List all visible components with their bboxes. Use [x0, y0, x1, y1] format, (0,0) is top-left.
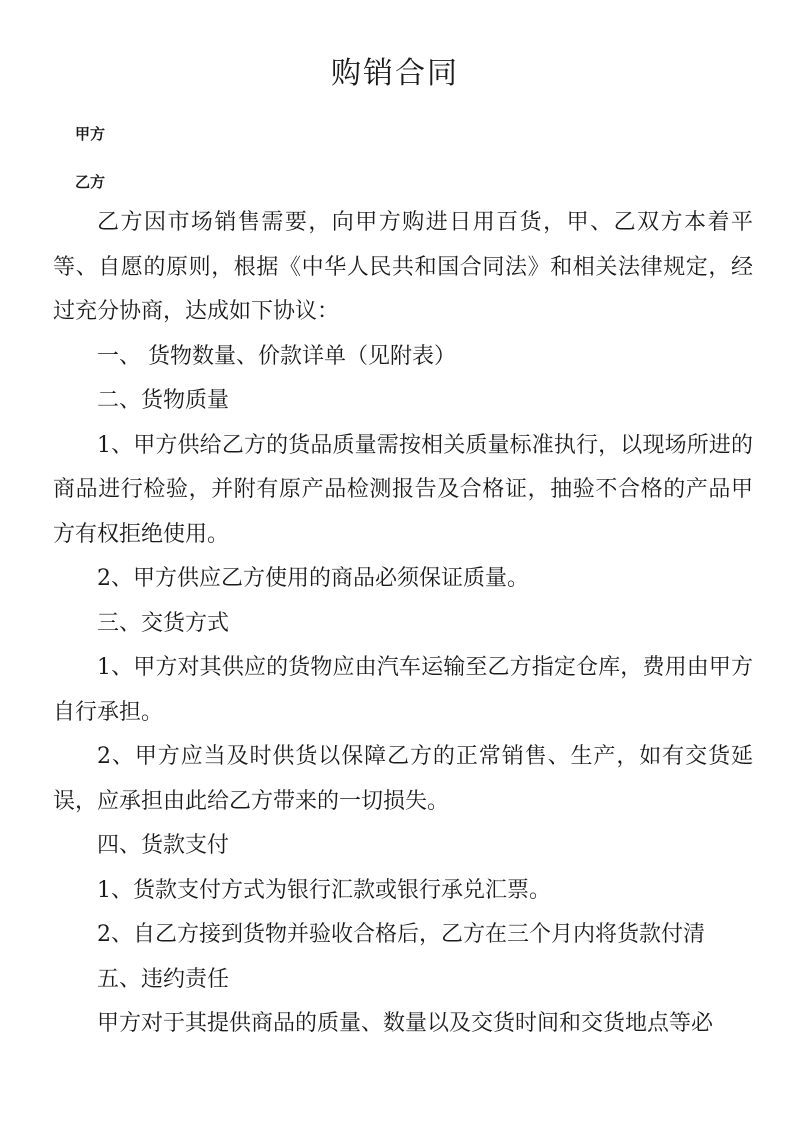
document-title: 购销合同	[331, 56, 459, 91]
quality-clause-1: 1、甲方供给乙方的货品质量需按相关质量标准执行，以现场所进的商品进行检验，并附有原产品检测报告及合格证，抽验不合格的产品甲方有权拒绝使用。	[53, 432, 753, 547]
section-heading-payment: 四、货款支付	[97, 833, 230, 858]
party-b-label: 乙方	[75, 173, 106, 191]
contract-body	[53, 201, 753, 1047]
party-a-label: 甲方	[75, 125, 106, 143]
intro-paragraph: 乙方因市场销售需要，向甲方购进日用百货，甲、乙双方本着平等、自愿的原则，根据《中华人民共和国合同法》和相关法律规定，经过充分协商，达成如下协议：	[53, 210, 753, 324]
payment-clause-1: 1、货款支付方式为银行汇款或银行承兑汇票。	[97, 877, 551, 903]
section-heading-delivery: 三、交货方式	[97, 610, 230, 636]
quality-clause-2: 2、甲方供应乙方使用的商品必须保证质量。	[97, 566, 529, 591]
delivery-clause-2: 2、甲方应当及时供货以保障乙方的正常销售、生产，如有交货延误，应承担由此给乙方带来的一切损失。	[53, 744, 753, 814]
section-heading-quantity-price: 一、 货物数量、价款详单（见附表）	[97, 343, 456, 369]
section-heading-quality: 二、货物质量	[97, 388, 230, 413]
liability-clause: 甲方对于其提供商品的质量、数量以及交货时间和交货地点等必	[97, 1011, 714, 1036]
payment-clause-2: 2、自乙方接到货物并验收合格后，乙方在三个月内将货款付清	[97, 922, 705, 947]
delivery-clause-1: 1、甲方对其供应的货物应由汽车运输至乙方指定仓库，费用由甲方自行承担。	[53, 655, 753, 725]
section-heading-liability: 五、违约责任	[97, 966, 230, 992]
